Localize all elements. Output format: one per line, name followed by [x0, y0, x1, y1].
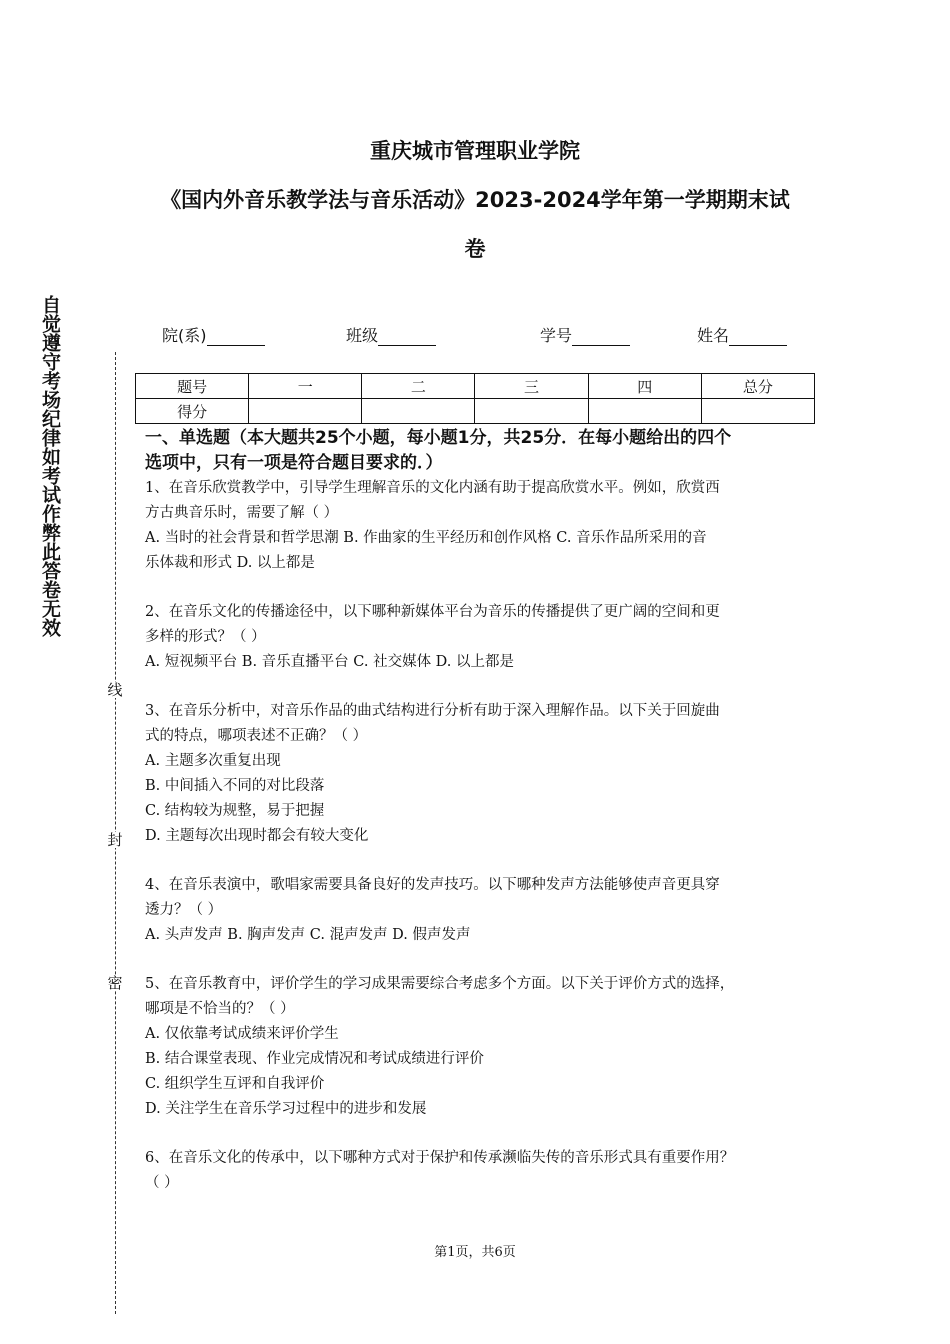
header-cell-total: 总分 — [701, 374, 814, 399]
q2-stem-line1: 2、在音乐文化的传播途径中，以下哪种新媒体平台为音乐的传播提供了更广阔的空间和更 — [145, 604, 720, 620]
name-blank[interactable] — [729, 329, 787, 346]
exam-title-line1: 《国内外音乐教学法与音乐活动》2023-2024学年第一学期期末试 — [160, 188, 790, 212]
section-heading-line2: 选项中，只有一项是符合题目要求的．） — [145, 453, 443, 473]
q5-option-b: B. 结合课堂表现、作业完成情况和考试成绩进行评价 — [145, 1051, 484, 1067]
page-number: 第1页，共6页 — [434, 1245, 516, 1260]
score-table — [135, 373, 815, 424]
department-field[interactable] — [162, 326, 265, 346]
name-field[interactable] — [697, 326, 787, 346]
q2-options-line1: A. 短视频平台 B. 音乐直播平台 C. 社交媒体 D. 以上都是 — [145, 654, 515, 670]
header-cell-question-no: 题号 — [136, 374, 249, 399]
binding-mark-seal: 封 — [107, 831, 123, 849]
q1-options-line1: A. 当时的社会背景和哲学思潮 B. 作曲家的生平经历和创作风格 C. 音乐作品所采用的音 — [145, 530, 707, 546]
score-table-header-row — [136, 374, 815, 399]
department-label: 院(系) — [162, 326, 207, 345]
header-cell-4: 四 — [588, 374, 701, 399]
q3-stem-line1: 3、在音乐分析中，对音乐作品的曲式结构进行分析有助于深入理解作品。以下关于回旋曲 — [145, 703, 720, 719]
student-id-label: 学号 — [540, 326, 573, 345]
department-blank[interactable] — [207, 329, 265, 346]
question-6 — [145, 1146, 817, 1196]
q5-option-a: A. 仅依靠考试成绩来评价学生 — [145, 1026, 339, 1042]
section-heading-line1: 一、单选题（本大题共25个小题，每小题1分，共25分．在每小题给出的四个 — [145, 428, 732, 448]
q6-stem-line1: 6、在音乐文化的传承中，以下哪种方式对于保护和传承濒临失传的音乐形式具有重要作用？ — [145, 1150, 735, 1166]
binding-mark-secret: 密 — [107, 974, 123, 992]
q6-stem-line2: （ ） — [145, 1175, 179, 1191]
school-title: 重庆城市管理职业学院 — [370, 139, 580, 163]
question-4 — [145, 873, 817, 948]
q2-stem-line2: 多样的形式？（ ） — [145, 629, 266, 645]
q3-option-b: B. 中间插入不同的对比段落 — [145, 778, 325, 794]
q4-stem-line1: 4、在音乐表演中，歌唱家需要具备良好的发声技巧。以下哪种发声方法能够使声音更具穿 — [145, 877, 720, 893]
score-cell-total[interactable] — [701, 399, 814, 424]
q3-option-d: D. 主题每次出现时都会有较大变化 — [145, 828, 369, 844]
exam-discipline-warning: 自觉遵守考场纪律如考试作弊此答卷无效 — [39, 295, 61, 637]
q3-option-a: A. 主题多次重复出现 — [145, 753, 281, 769]
score-row-label: 得分 — [136, 399, 249, 424]
exam-title-line2: 卷 — [464, 237, 486, 261]
question-3 — [145, 699, 817, 849]
header-cell-3: 三 — [475, 374, 588, 399]
q5-option-c: C. 组织学生互评和自我评价 — [145, 1076, 325, 1092]
class-blank[interactable] — [378, 329, 436, 346]
score-cell-1[interactable] — [249, 399, 362, 424]
q1-stem-line1: 1、在音乐欣赏教学中，引导学生理解音乐的文化内涵有助于提高欣赏水平。例如，欣赏西 — [145, 480, 720, 496]
score-cell-2[interactable] — [362, 399, 475, 424]
score-cell-3[interactable] — [475, 399, 588, 424]
q5-stem-line2: 哪项是不恰当的？（ ） — [145, 1001, 295, 1017]
header-cell-1: 一 — [249, 374, 362, 399]
section-heading — [145, 426, 817, 476]
q3-stem-line2: 式的特点，哪项表述不正确？（ ） — [145, 728, 368, 744]
question-2 — [145, 600, 817, 675]
q5-option-d: D. 关注学生在音乐学习过程中的进步和发展 — [145, 1101, 427, 1117]
score-cell-4[interactable] — [588, 399, 701, 424]
name-label: 姓名 — [697, 326, 730, 345]
header-cell-2: 二 — [362, 374, 475, 399]
binding-mark-line: 线 — [107, 681, 123, 699]
q5-stem-line1: 5、在音乐教育中，评价学生的学习成果需要综合考虑多个方面。以下关于评价方式的选择， — [145, 976, 735, 992]
q1-stem-line2: 方古典音乐时，需要了解（ ） — [145, 505, 339, 521]
student-id-blank[interactable] — [572, 329, 630, 346]
class-label: 班级 — [346, 326, 379, 345]
question-1 — [145, 476, 817, 576]
q1-options-line2: 乐体裁和形式 D. 以上都是 — [145, 555, 315, 571]
score-table-score-row — [136, 399, 815, 424]
q3-option-c: C. 结构较为规整，易于把握 — [145, 803, 325, 819]
class-field[interactable] — [346, 326, 436, 346]
question-5 — [145, 972, 817, 1122]
q4-options-line1: A. 头声发声 B. 胸声发声 C. 混声发声 D. 假声发声 — [145, 927, 471, 943]
q4-stem-line2: 透力？（ ） — [145, 902, 223, 918]
student-id-field[interactable] — [540, 326, 630, 346]
